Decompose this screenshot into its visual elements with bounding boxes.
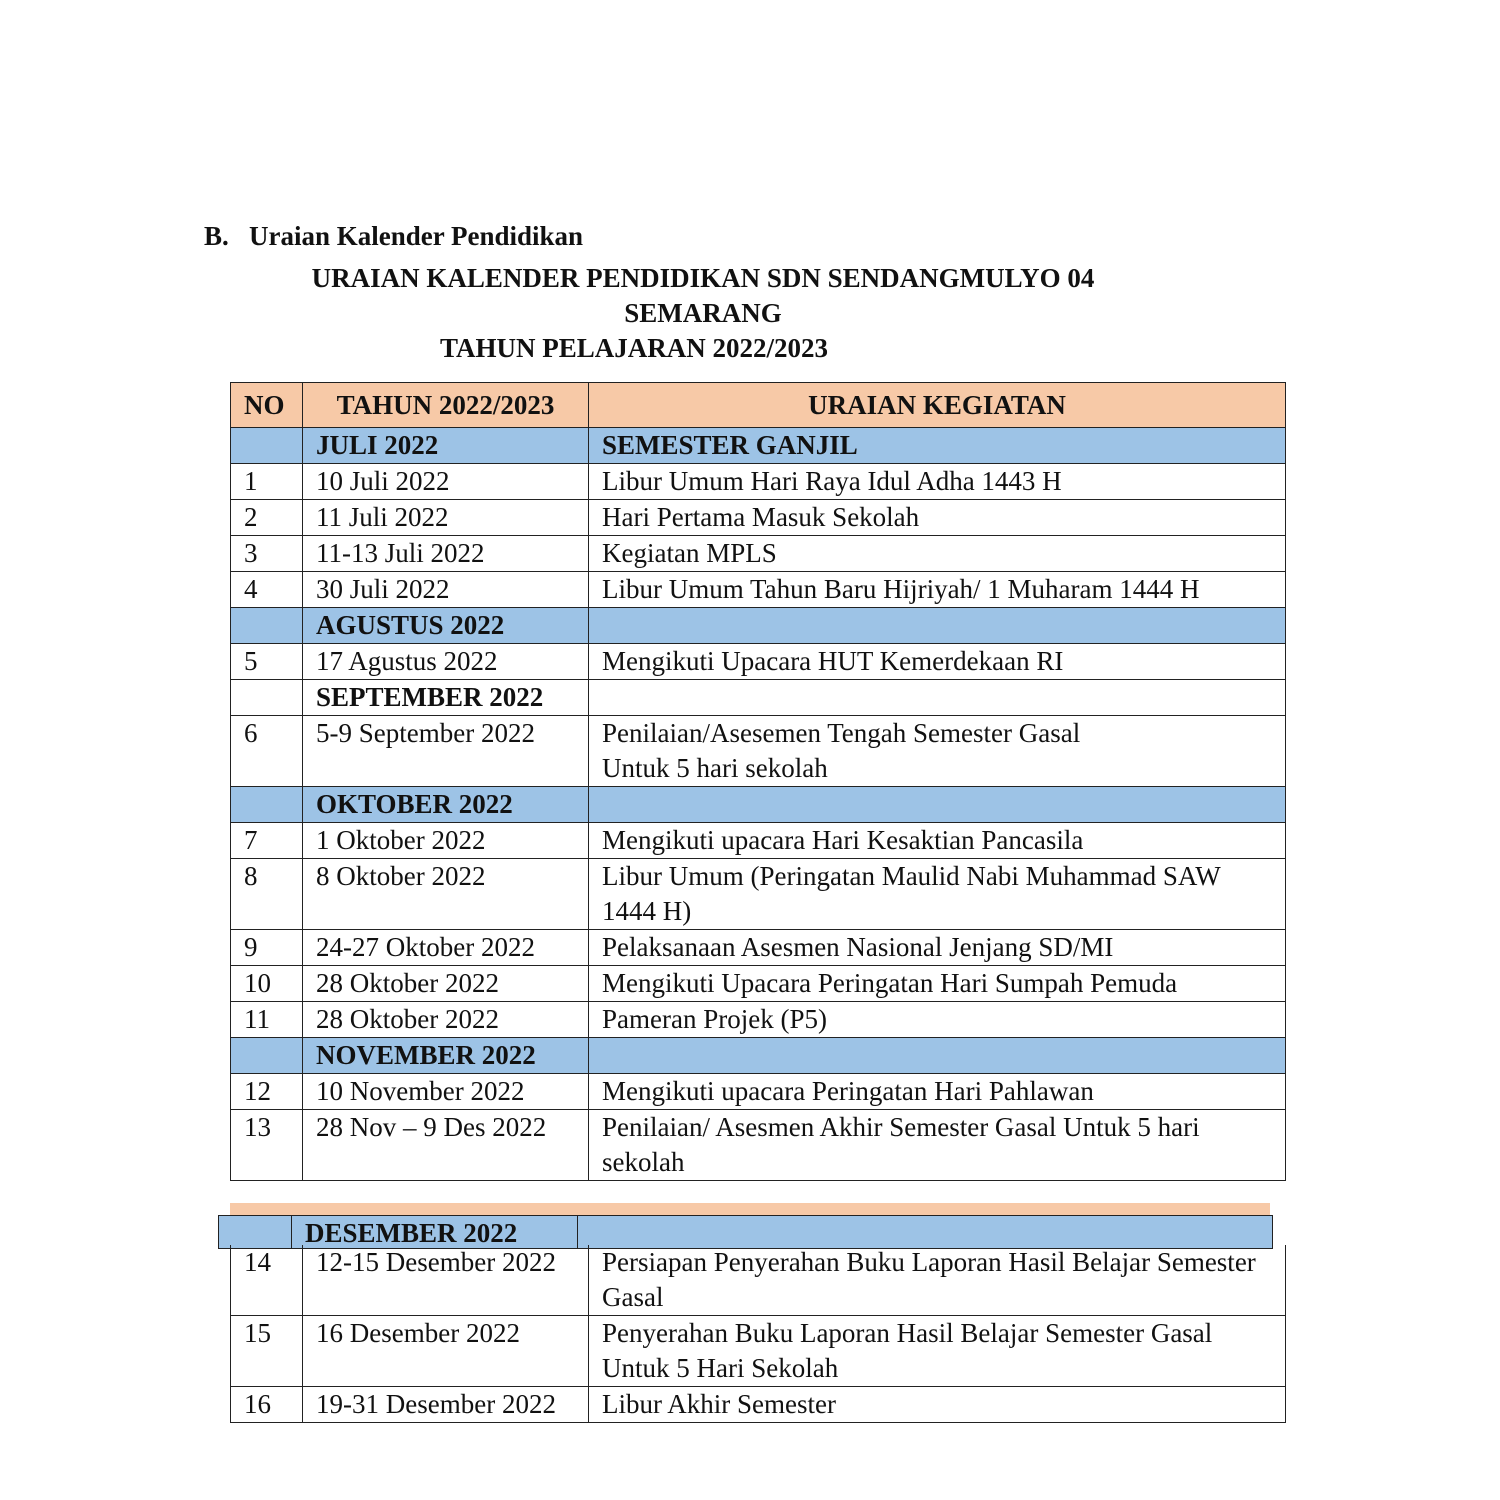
month-row-desember xyxy=(218,1215,1273,1249)
row-date: 12-15 Desember 2022 xyxy=(303,1245,589,1316)
row-activity-text: Penilaian/ Asesmen Akhir Semester Gasal Untuk 5 hari sekolah xyxy=(602,1112,1200,1177)
table-row xyxy=(231,536,1286,572)
row-activity xyxy=(589,716,1286,787)
row-no: 2 xyxy=(231,500,303,536)
row-no: 6 xyxy=(231,716,303,787)
row-activity-line1: Penilaian/Asesemen Tengah Semester Gasal xyxy=(602,718,1081,748)
table-row xyxy=(231,859,1286,930)
table-row xyxy=(231,1074,1286,1110)
row-no: 7 xyxy=(231,823,303,859)
row-activity-line2: Untuk 5 Hari Sekolah xyxy=(602,1353,839,1383)
table-header-row xyxy=(231,383,1286,428)
month-row-september xyxy=(231,680,1286,716)
header-uraian: URAIAN KEGIATAN xyxy=(589,383,1286,428)
row-activity: Kegiatan MPLS xyxy=(589,536,1286,572)
table-row xyxy=(231,464,1286,500)
month-row-oktober xyxy=(231,787,1286,823)
row-activity: Libur Umum Tahun Baru Hijriyah/ 1 Muharam 1444 H xyxy=(589,572,1286,608)
row-activity: Pelaksanaan Asesmen Nasional Jenjang SD/MI xyxy=(589,930,1286,966)
row-activity: Mengikuti upacara Peringatan Hari Pahlawan xyxy=(589,1074,1286,1110)
row-no: 9 xyxy=(231,930,303,966)
row-date: 1 Oktober 2022 xyxy=(303,823,589,859)
row-date: 8 Oktober 2022 xyxy=(303,859,589,930)
row-date: 19-31 Desember 2022 xyxy=(303,1387,589,1423)
month-row-juli xyxy=(231,428,1286,464)
row-no: 10 xyxy=(231,966,303,1002)
table-row xyxy=(231,500,1286,536)
row-date: 17 Agustus 2022 xyxy=(303,644,589,680)
row-date: 10 November 2022 xyxy=(303,1074,589,1110)
row-no: 11 xyxy=(231,1002,303,1038)
section-heading xyxy=(204,219,583,253)
row-no: 13 xyxy=(231,1110,303,1181)
repeated-header-ghost xyxy=(230,1203,1270,1215)
doc-title-line3: TAHUN PELAJARAN 2022/2023 xyxy=(440,333,829,363)
row-activity: Libur Umum (Peringatan Maulid Nabi Muhammad SAW 1444 H) xyxy=(589,859,1286,930)
row-activity xyxy=(589,1110,1286,1181)
row-activity: Mengikuti Upacara HUT Kemerdekaan RI xyxy=(589,644,1286,680)
row-no: 5 xyxy=(231,644,303,680)
table-row xyxy=(231,1316,1286,1387)
header-tahun: TAHUN 2022/2023 xyxy=(303,383,589,428)
doc-title-line2: SEMARANG xyxy=(624,298,782,328)
month-label: NOVEMBER 2022 xyxy=(303,1038,589,1074)
table-row xyxy=(231,966,1286,1002)
month-note xyxy=(589,680,1286,716)
month-note xyxy=(589,1038,1286,1074)
table-row xyxy=(231,1387,1286,1423)
table-row xyxy=(231,1002,1286,1038)
row-date: 30 Juli 2022 xyxy=(303,572,589,608)
doc-title-line1: URAIAN KALENDER PENDIDIKAN SDN SENDANGMULYO 04 xyxy=(311,263,1095,293)
month-label: OKTOBER 2022 xyxy=(303,787,589,823)
row-date: 16 Desember 2022 xyxy=(303,1316,589,1387)
row-no: 4 xyxy=(231,572,303,608)
row-no: 12 xyxy=(231,1074,303,1110)
section-title: Uraian Kalender Pendidikan xyxy=(249,221,584,251)
month-note xyxy=(589,608,1286,644)
month-label: JULI 2022 xyxy=(303,428,589,464)
month-row-november xyxy=(231,1038,1286,1074)
row-no: 15 xyxy=(231,1316,303,1387)
table-row xyxy=(231,823,1286,859)
table-row xyxy=(231,930,1286,966)
row-no: 1 xyxy=(231,464,303,500)
table-row xyxy=(231,1110,1286,1181)
row-date: 28 Oktober 2022 xyxy=(303,1002,589,1038)
row-activity: Libur Umum Hari Raya Idul Adha 1443 H xyxy=(589,464,1286,500)
section-letter: B. xyxy=(204,221,229,251)
row-activity: Hari Pertama Masuk Sekolah xyxy=(589,500,1286,536)
month-row-agustus xyxy=(231,608,1286,644)
row-activity xyxy=(589,1316,1286,1387)
row-activity: Libur Akhir Semester xyxy=(589,1387,1286,1423)
row-no: 14 xyxy=(231,1245,303,1316)
row-date: 24-27 Oktober 2022 xyxy=(303,930,589,966)
month-label: AGUSTUS 2022 xyxy=(303,608,589,644)
row-activity: Pameran Projek (P5) xyxy=(589,1002,1286,1038)
calendar-table xyxy=(230,382,1286,1181)
row-activity-line1: Penyerahan Buku Laporan Hasil Belajar Semester Gasal xyxy=(602,1318,1213,1348)
row-activity: Mengikuti Upacara Peringatan Hari Sumpah Pemuda xyxy=(589,966,1286,1002)
calendar-table-continued xyxy=(230,1245,1286,1423)
row-no: 8 xyxy=(231,859,303,930)
table-row xyxy=(231,1245,1286,1316)
month-label: SEPTEMBER 2022 xyxy=(303,680,589,716)
table-row xyxy=(231,572,1286,608)
row-activity: Mengikuti upacara Hari Kesaktian Pancasila xyxy=(589,823,1286,859)
row-date: 28 Nov – 9 Des 2022 xyxy=(303,1110,589,1181)
semester-label: SEMESTER GANJIL xyxy=(589,428,1286,464)
table-row xyxy=(231,716,1286,787)
row-date: 10 Juli 2022 xyxy=(303,464,589,500)
row-date: 11 Juli 2022 xyxy=(303,500,589,536)
month-label: DESEMBER 2022 xyxy=(305,1218,518,1248)
row-activity: Persiapan Penyerahan Buku Laporan Hasil Belajar Semester Gasal xyxy=(589,1245,1286,1316)
month-note xyxy=(589,787,1286,823)
header-no: NO xyxy=(231,383,303,428)
table-row xyxy=(231,644,1286,680)
row-activity-line2: Untuk 5 hari sekolah xyxy=(602,753,828,783)
row-no: 3 xyxy=(231,536,303,572)
row-date: 11-13 Juli 2022 xyxy=(303,536,589,572)
row-date: 28 Oktober 2022 xyxy=(303,966,589,1002)
row-date: 5-9 September 2022 xyxy=(303,716,589,787)
row-no: 16 xyxy=(231,1387,303,1423)
